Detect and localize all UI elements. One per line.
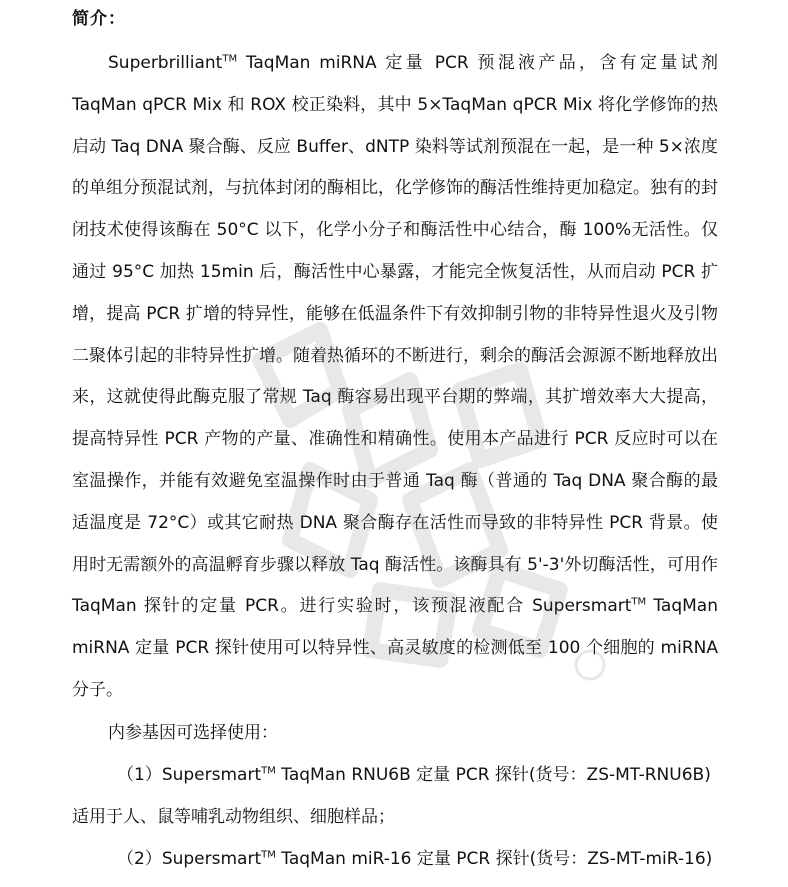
- reference-gene-item-2: [72, 838, 718, 880]
- item-prefix: （2）Supersmart: [117, 848, 262, 869]
- item-suffix: TaqMan RNU6B 定量 PCR 探针(货号：ZS-MT-RNU6B): [275, 764, 711, 785]
- item-prefix: （1）Supersmart: [117, 764, 262, 785]
- reference-gene-item-1-continuation: 适用于人、鼠等哺乳动物组织、细胞样品；: [72, 806, 395, 827]
- reference-gene-item-1: [72, 754, 718, 796]
- section-title: 简介：: [72, 9, 126, 29]
- product-description-paragraph: [72, 43, 718, 712]
- trademark-superscript: TM: [631, 596, 647, 608]
- reference-gene-list: [72, 754, 718, 880]
- trademark-superscript: TM: [261, 849, 276, 861]
- item-suffix: TaqMan miR-16 定量 PCR 探针(货号：ZS-MT-miR-16): [275, 848, 713, 869]
- internal-reference-intro: 内参基因可选择使用：: [108, 722, 278, 743]
- list-item: [72, 754, 718, 838]
- list-item: [72, 838, 718, 880]
- paragraph-text-segment: TaqMan miRNA 定量 PCR 预混液产品，含有定量试剂 TaqMan qPCR Mix 和 ROX 校正染料，其中 5×TaqMan qPCR Mix 将化学修饰的热启动 Taq DNA 聚合酶、反应 Buffer、dNTP 染料等试剂预混在一起，是一种 5×浓度的单组分预混试剂，与抗体封闭的酶相比，化学修饰的酶活性维持更加稳定。独有的封闭技术使得该酶在 50°C 以下，化学小分子和酶活性中心结合，酶 100%无活性。仅通过 95°C 加热 15min 后，酶活性中心暴露，才能完全恢复活性，从而启动 PCR 扩增，提高 PCR 扩增的特异性，能够在低温条件下有效抑制引物的非特异性退火及引物二聚体引起的非特异性扩增。随着热循环的不断进行，剩余的酶活会源源不断地释放出来，这就使得此酶克服了常规 Taq 酶容易出现平台期的弊端，其扩增效率大大提高，提高特异性 PCR 产物的产量、准确性和精确性。使用本产品进行 PCR 反应时可以在室温操作，并能有效避免室温操作时由于普通 Taq 酶（普通的 Taq DNA 聚合酶的最适温度是 72°C）或其它耐热 DNA 聚合酶存在活性而导致的非特异性 PCR 背景。使用时无需额外的高温孵育步骤以释放 Taq 酶活性。该酶具有 5'-3'外切酶活性，可用作 TaqMan 探针的定量 PCR。进行实验时，该预混液配合 Supersmart: [72, 53, 718, 617]
- paragraph-text-segment: Superbrilliant: [108, 53, 223, 73]
- trademark-superscript: TM: [222, 53, 238, 65]
- paragraph-text-segment: TaqMan miRNA 定量 PCR 探针使用可以特异性、高灵敏度的检测低至 100 个细胞的 miRNA 分子。: [72, 596, 719, 700]
- trademark-superscript: TM: [261, 765, 276, 777]
